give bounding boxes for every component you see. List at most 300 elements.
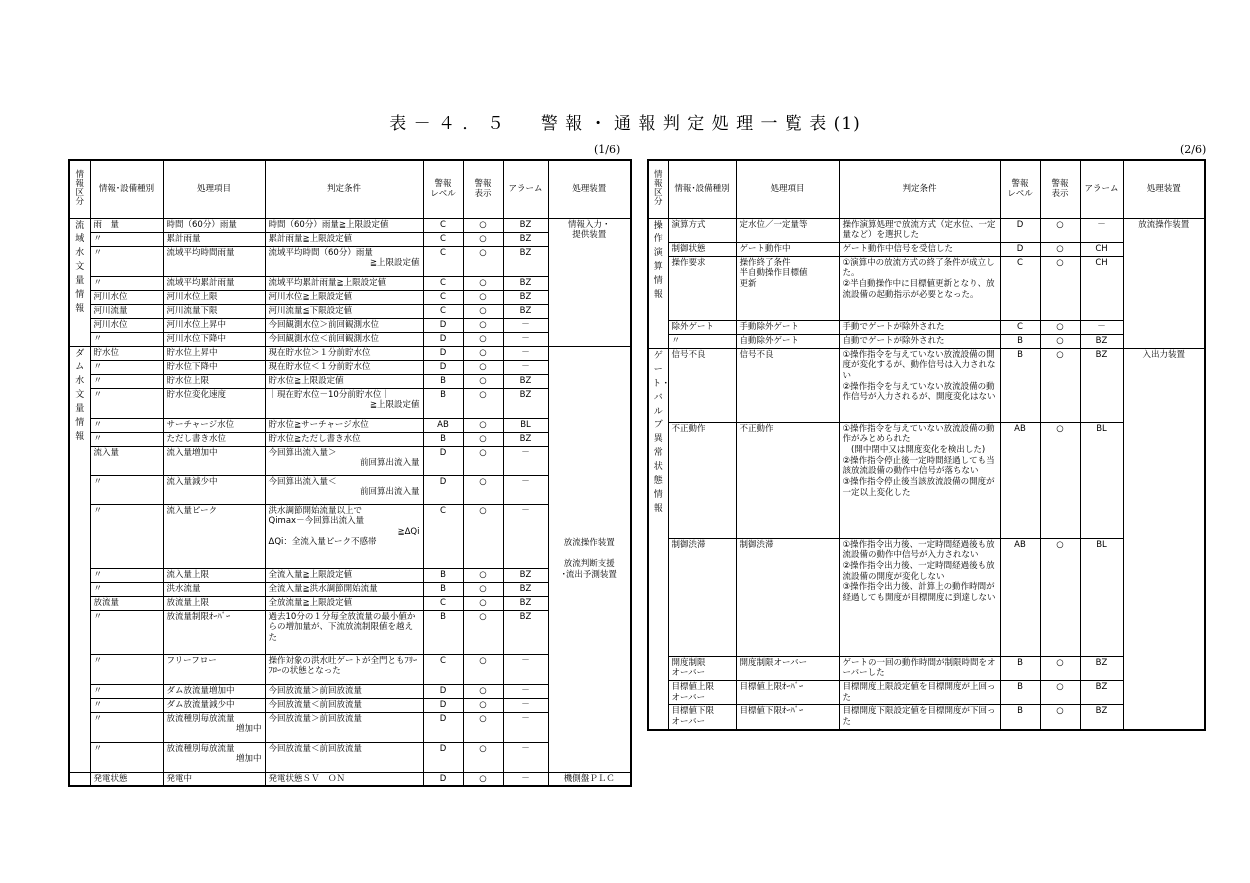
item-text: 信号不良 bbox=[739, 349, 774, 360]
type-cell: 〃 bbox=[668, 334, 736, 348]
condition-text: ゲートの一回の動作時間が制限時間をオーバーした bbox=[842, 657, 996, 679]
level-cell: B bbox=[1000, 656, 1040, 680]
type-cell: 〃 bbox=[90, 684, 163, 698]
disp-cell: ○ bbox=[463, 610, 503, 654]
disp-cell: ○ bbox=[463, 582, 503, 596]
device-cell: 放流操作装置 放流判断支援 ･流出予測装置 bbox=[548, 346, 631, 772]
level-cell: D bbox=[423, 772, 463, 786]
condition-text: 貯水位≧サーチャージ水位 bbox=[268, 419, 369, 430]
alarm-cell: BZ bbox=[503, 218, 548, 232]
item-cell bbox=[736, 656, 839, 680]
item-cell bbox=[163, 446, 265, 475]
type-cell: 制御状態 bbox=[668, 242, 736, 256]
condition-text: 全放流量≧上限設定値 bbox=[268, 597, 353, 608]
alarm-cell: BZ bbox=[503, 304, 548, 318]
type-cell: 操作要求 bbox=[668, 256, 736, 320]
type-cell: 〃 bbox=[90, 504, 163, 568]
category-label: 流域水文量情報 bbox=[75, 220, 85, 315]
item-text: 手動除外ゲート bbox=[739, 321, 800, 332]
header-type: 情報･設備種別 bbox=[668, 160, 736, 218]
condition-text: ①操作指令を与えていない放流設備の動作がみとめられた (開中閉中又は開度変化を検出した) ②操作指令停止後一定時間経過しても当該放流設備の動作中信号が落ちない ③操作指令停止後当該放流設備の開度が一定以上変化した bbox=[842, 423, 995, 498]
alarm-cell: BZ bbox=[1080, 348, 1123, 422]
item-text: 累計雨量 bbox=[166, 233, 201, 244]
item-cell bbox=[163, 318, 265, 332]
header-item: 処理項目 bbox=[163, 160, 265, 218]
level-cell: B bbox=[423, 610, 463, 654]
condition-cell bbox=[265, 684, 423, 698]
item-cell bbox=[736, 242, 839, 256]
item-cell bbox=[163, 475, 265, 504]
condition-text: 過去10分の１分毎全放流量の最小値からの増加量が、下流放流制限値を越えた bbox=[268, 611, 416, 643]
condition-text: 今回放流量＜前回放流量 bbox=[268, 699, 363, 710]
alarm-cell: － bbox=[503, 698, 548, 712]
table-row bbox=[69, 346, 631, 360]
level-cell: C bbox=[1000, 256, 1040, 320]
type-cell: 〃 bbox=[90, 475, 163, 504]
device-cell: 放流操作装置 bbox=[1123, 218, 1205, 348]
disp-cell: ○ bbox=[463, 432, 503, 446]
disp-cell: ○ bbox=[463, 684, 503, 698]
condition-text: 今回算出流入量＜ bbox=[268, 476, 337, 487]
item-text: 時間（60分）雨量 bbox=[166, 219, 237, 230]
type-cell: 放流量 bbox=[90, 596, 163, 610]
table-row bbox=[69, 742, 631, 772]
table-row bbox=[69, 418, 631, 432]
item-text: 河川水位下降中 bbox=[166, 333, 227, 344]
type-cell: 開度制限 オーバー bbox=[668, 656, 736, 680]
condition-text: 累計雨量≧上限設定値 bbox=[268, 233, 353, 244]
disp-cell: ○ bbox=[463, 418, 503, 432]
type-cell: 〃 bbox=[90, 582, 163, 596]
alarm-cell: BZ bbox=[503, 432, 548, 446]
header-category: 情報区分 bbox=[648, 160, 668, 218]
disp-cell: ○ bbox=[463, 346, 503, 360]
item-cell bbox=[736, 218, 839, 242]
item-text: 発電中 bbox=[166, 773, 193, 784]
item-cell bbox=[736, 256, 839, 320]
level-cell: D bbox=[1000, 218, 1040, 242]
alarm-cell: BL bbox=[1080, 538, 1123, 656]
category-cell bbox=[648, 218, 668, 348]
alarm-cell: BZ bbox=[503, 388, 548, 418]
condition-cell bbox=[839, 538, 1000, 656]
category-cell bbox=[648, 348, 671, 729]
table-row bbox=[69, 654, 631, 684]
condition-text: 自動でゲートが除外された bbox=[842, 335, 945, 346]
category-cell bbox=[69, 346, 90, 772]
type-cell: 〃 bbox=[90, 418, 163, 432]
table-row bbox=[69, 582, 631, 596]
header-type: 情報･設備種別 bbox=[90, 160, 163, 218]
level-cell: C bbox=[423, 246, 463, 276]
condition-text: 今回放流量＞前回放流量 bbox=[268, 713, 363, 724]
table-row bbox=[648, 538, 1205, 656]
item-text: 放流量上限 bbox=[166, 597, 210, 608]
level-cell: B bbox=[1000, 705, 1040, 730]
level-cell: B bbox=[1000, 334, 1040, 348]
disp-cell: ○ bbox=[463, 742, 503, 772]
table-row bbox=[69, 712, 631, 742]
condition-text: 今回放流量＞前回放流量 bbox=[268, 685, 363, 696]
alarm-cell: － bbox=[503, 654, 548, 684]
condition-text: 流域平均時間（60分）雨量 bbox=[268, 247, 373, 258]
type-cell: 河川水位 bbox=[90, 290, 163, 304]
level-cell: AB bbox=[1000, 422, 1040, 538]
right-page-number: (2/6) bbox=[1180, 143, 1207, 156]
item-text: 洪水流量 bbox=[166, 583, 201, 594]
item-cell bbox=[163, 418, 265, 432]
header-item: 処理項目 bbox=[736, 160, 839, 218]
level-cell: B bbox=[423, 432, 463, 446]
level-cell: C bbox=[423, 232, 463, 246]
disp-cell: ○ bbox=[463, 504, 503, 568]
item-text: サーチャージ水位 bbox=[166, 419, 235, 430]
item-text: 河川水位上昇中 bbox=[166, 319, 227, 330]
disp-cell: ○ bbox=[463, 276, 503, 290]
condition-text: 全流入量≧上限設定値 bbox=[268, 569, 353, 580]
condition-text: 今回観測水位＞前回観測水位 bbox=[268, 319, 380, 330]
table-row bbox=[69, 246, 631, 276]
item-text: フリーフロー bbox=[166, 655, 217, 666]
type-cell: 貯水位 bbox=[90, 346, 163, 360]
item-text: 開度制限オーバー bbox=[739, 657, 808, 668]
alarm-cell: BZ bbox=[503, 232, 548, 246]
disp-cell: ○ bbox=[463, 568, 503, 582]
table-row bbox=[69, 304, 631, 318]
disp-cell: ○ bbox=[463, 698, 503, 712]
right-table bbox=[647, 159, 1206, 731]
condition-text: 操作対象の洪水吐ゲートが全門ともﾌﾘｰﾌﾛｰの状態となった bbox=[268, 655, 418, 677]
disp-cell: ○ bbox=[463, 318, 503, 332]
disp-cell: ○ bbox=[463, 360, 503, 374]
table-row bbox=[69, 218, 631, 232]
type-cell: 河川水位 bbox=[90, 318, 163, 332]
item-cell bbox=[736, 334, 839, 348]
alarm-cell: － bbox=[503, 332, 548, 346]
disp-cell: ○ bbox=[463, 232, 503, 246]
left-table bbox=[68, 159, 632, 787]
right-table-wrap bbox=[647, 159, 1206, 731]
item-text: 流域平均累計雨量 bbox=[166, 277, 235, 288]
condition-cell bbox=[265, 232, 423, 246]
condition-cell bbox=[265, 332, 423, 346]
item-text: 放流種別毎放流量 bbox=[166, 713, 235, 724]
condition-text: 今回算出流入量＞ bbox=[268, 447, 337, 458]
type-cell: 〃 bbox=[90, 654, 163, 684]
category-label: 操作演算情報 bbox=[653, 220, 663, 301]
table-row bbox=[69, 276, 631, 290]
disp-cell: ○ bbox=[463, 388, 503, 418]
disp-cell: ○ bbox=[1040, 334, 1080, 348]
alarm-cell: BZ bbox=[1080, 334, 1123, 348]
alarm-cell: － bbox=[503, 360, 548, 374]
disp-cell: ○ bbox=[463, 475, 503, 504]
item-cell bbox=[736, 705, 839, 730]
condition-cell bbox=[839, 256, 1000, 320]
level-cell: C bbox=[423, 654, 463, 684]
type-cell: 〃 bbox=[90, 246, 163, 276]
item-cell bbox=[163, 712, 265, 742]
item-cell bbox=[163, 596, 265, 610]
condition-cell bbox=[265, 388, 423, 418]
table-row bbox=[648, 705, 1205, 730]
table-row bbox=[69, 360, 631, 374]
disp-cell: ○ bbox=[1040, 348, 1080, 422]
table-row bbox=[69, 290, 631, 304]
item-cell bbox=[163, 276, 265, 290]
level-cell: D bbox=[423, 698, 463, 712]
level-cell: D bbox=[423, 712, 463, 742]
item-cell bbox=[163, 654, 265, 684]
disp-cell: ○ bbox=[1040, 256, 1080, 320]
alarm-cell: CH bbox=[1080, 256, 1123, 320]
condition-text: ゲート動作中信号を受信した bbox=[842, 243, 954, 254]
condition-text: ①演算中の放流方式の終了条件が成立した。 ②半自動操作中に目標値更新となり、放流設備の起動指示が必要となった。 bbox=[842, 257, 995, 300]
condition-cell bbox=[265, 582, 423, 596]
disp-cell: ○ bbox=[1040, 242, 1080, 256]
condition-cell bbox=[265, 246, 423, 276]
item-text: 定水位／一定量等 bbox=[739, 219, 808, 230]
alarm-cell: － bbox=[503, 742, 548, 772]
alarm-cell: － bbox=[503, 684, 548, 698]
header-level: 警報 レベル bbox=[1000, 160, 1040, 218]
item-text: ゲート動作中 bbox=[739, 243, 791, 254]
item-cell bbox=[736, 681, 839, 705]
header-device: 処理装置 bbox=[548, 160, 631, 218]
condition-text: ｜現在貯水位－10分前貯水位｜ bbox=[268, 389, 390, 400]
item-cell bbox=[163, 742, 265, 772]
page-title: 表 － ４ ． ５ 警 報 ・ 通 報 判 定 処 理 一 覧 表 (1) bbox=[389, 114, 861, 134]
type-cell: 〃 bbox=[90, 712, 163, 742]
disp-cell: ○ bbox=[463, 772, 503, 786]
table-row bbox=[69, 504, 631, 568]
condition-text-cont: ≧上限設定値 bbox=[369, 400, 420, 411]
left-page-number: (1/6) bbox=[594, 143, 621, 156]
alarm-cell: － bbox=[1080, 320, 1123, 334]
type-cell: 河川流量 bbox=[90, 304, 163, 318]
table-row bbox=[648, 422, 1205, 538]
table-row bbox=[69, 596, 631, 610]
item-cell bbox=[736, 348, 839, 422]
header-condition: 判定条件 bbox=[265, 160, 423, 218]
alarm-cell: BZ bbox=[1080, 656, 1123, 680]
item-cell bbox=[163, 332, 265, 346]
disp-cell: ○ bbox=[1040, 538, 1080, 656]
condition-cell bbox=[265, 610, 423, 654]
item-text: 放流種別毎放流量 bbox=[166, 743, 235, 754]
category-cell bbox=[69, 218, 90, 346]
type-cell: 〃 bbox=[90, 232, 163, 246]
type-cell: 〃 bbox=[90, 360, 163, 374]
condition-cell bbox=[839, 242, 1000, 256]
table-row bbox=[69, 318, 631, 332]
item-text: ただし書き水位 bbox=[166, 433, 227, 444]
table-row bbox=[648, 681, 1205, 705]
level-cell: B bbox=[1000, 681, 1040, 705]
item-text: ダム放流量増加中 bbox=[166, 685, 235, 696]
level-cell: D bbox=[423, 360, 463, 374]
disp-cell: ○ bbox=[463, 374, 503, 388]
level-cell: B bbox=[423, 582, 463, 596]
type-cell: 〃 bbox=[90, 610, 163, 654]
condition-text: 時間（60分）雨量≧上限設定値 bbox=[268, 219, 389, 230]
table-row bbox=[648, 242, 1205, 256]
item-text: 流入量減少中 bbox=[166, 476, 218, 487]
condition-cell bbox=[265, 290, 423, 304]
condition-text-cont: ≧ΔQi bbox=[397, 526, 420, 537]
type-cell: 〃 bbox=[90, 332, 163, 346]
level-cell: D bbox=[423, 346, 463, 360]
item-cell bbox=[736, 320, 839, 334]
level-cell: AB bbox=[1000, 538, 1040, 656]
condition-text-cont: 前回算出流入量 bbox=[359, 487, 420, 498]
alarm-cell: － bbox=[503, 318, 548, 332]
condition-text: 洪水調節開始流量以上で Qimax－今回算出流入量 bbox=[268, 505, 365, 527]
item-cell bbox=[163, 388, 265, 418]
level-cell: AB bbox=[423, 418, 463, 432]
item-text: 目標値上限ｵｰﾊﾞｰ bbox=[739, 682, 804, 692]
alarm-cell: － bbox=[503, 446, 548, 475]
condition-text: 操作演算処理で放流方式（定水位、一定量など）を選択した bbox=[842, 219, 996, 241]
condition-text-cont: ≧上限設定値 bbox=[369, 258, 420, 269]
item-text: 不正動作 bbox=[739, 423, 774, 434]
item-cell bbox=[163, 360, 265, 374]
condition-text: ①操作指令出力後、一定時間経過後も放流設備の動作中信号が入力されない ②操作指令出力後、一定時間経過後も放流設備の開度が変化しない ③操作指令出力後、計算上の動作時間が経過しても開度が目標開度に到達しない bbox=[842, 539, 996, 603]
condition-cell bbox=[839, 681, 1000, 705]
item-cell bbox=[163, 610, 265, 654]
type-cell: 目標値下限 オーバー bbox=[668, 705, 736, 730]
condition-cell bbox=[265, 374, 423, 388]
condition-text: 今回放流量＜前回放流量 bbox=[268, 743, 363, 754]
table-row bbox=[648, 334, 1205, 348]
alarm-cell: BZ bbox=[1080, 705, 1123, 730]
condition-cell bbox=[839, 320, 1000, 334]
header-level: 警報 レベル bbox=[423, 160, 463, 218]
condition-text: 目標開度上限設定値を目標開度が上回った bbox=[842, 682, 996, 703]
alarm-cell: BZ bbox=[1080, 681, 1123, 705]
condition-cell bbox=[839, 218, 1000, 242]
alarm-cell: BZ bbox=[503, 610, 548, 654]
condition-text: 流域平均累計雨量≧上限設定値 bbox=[268, 277, 387, 288]
item-text: 貯水位変化速度 bbox=[166, 389, 227, 400]
type-cell: 〃 bbox=[90, 568, 163, 582]
item-text: 流域平均時間雨量 bbox=[166, 247, 235, 258]
alarm-cell: BZ bbox=[503, 276, 548, 290]
item-text: 河川流量下限 bbox=[166, 305, 218, 316]
table-row bbox=[69, 332, 631, 346]
type-cell: 信号不良 bbox=[668, 348, 736, 422]
type-cell: 〃 bbox=[90, 432, 163, 446]
item-cell bbox=[163, 290, 265, 304]
type-cell: 演算方式 bbox=[668, 218, 736, 242]
item-cell bbox=[163, 232, 265, 246]
condition-cell bbox=[839, 656, 1000, 680]
disp-cell: ○ bbox=[463, 654, 503, 684]
alarm-cell: － bbox=[503, 346, 548, 360]
disp-cell: ○ bbox=[463, 304, 503, 318]
item-text: 自動除外ゲート bbox=[739, 335, 800, 346]
condition-cell bbox=[265, 432, 423, 446]
type-cell: 〃 bbox=[90, 698, 163, 712]
condition-cell bbox=[265, 446, 423, 475]
disp-cell: ○ bbox=[463, 446, 503, 475]
condition-cell bbox=[265, 772, 423, 786]
table-row bbox=[69, 772, 631, 786]
item-text: 流入量上限 bbox=[166, 569, 210, 580]
condition-text: 全流入量≧洪水調節開始流量 bbox=[268, 583, 378, 594]
alarm-cell: BZ bbox=[503, 246, 548, 276]
table-row bbox=[69, 610, 631, 654]
item-cell bbox=[163, 684, 265, 698]
table-row bbox=[69, 374, 631, 388]
alarm-cell: － bbox=[503, 504, 548, 568]
disp-cell: ○ bbox=[463, 246, 503, 276]
item-text: 貯水位上昇中 bbox=[166, 347, 218, 358]
table-row bbox=[69, 684, 631, 698]
condition-text-cont: 前回算出流入量 bbox=[359, 458, 420, 469]
alarm-cell: BZ bbox=[503, 568, 548, 582]
condition-text: 今回観測水位＜前回観測水位 bbox=[268, 333, 380, 344]
level-cell: C bbox=[423, 276, 463, 290]
item-text: 目標値下限ｵｰﾊﾞｰ bbox=[739, 706, 804, 717]
condition-cell bbox=[265, 360, 423, 374]
level-cell: D bbox=[423, 742, 463, 772]
condition-cell bbox=[839, 348, 1000, 422]
type-cell: 除外ゲート bbox=[668, 320, 736, 334]
condition-cell bbox=[265, 218, 423, 232]
condition-cell bbox=[265, 475, 423, 504]
condition-text: 目標開度下限設定値を目標開度が下回った bbox=[842, 706, 996, 727]
table-row bbox=[648, 218, 1205, 242]
condition-text: 貯水位≧上限設定値 bbox=[268, 375, 344, 386]
header-alarm: アラーム bbox=[1080, 160, 1123, 218]
condition-cell bbox=[839, 422, 1000, 538]
device-cell: 入出力装置 bbox=[1123, 348, 1205, 729]
condition-cell bbox=[265, 418, 423, 432]
item-text: 貯水位上限 bbox=[166, 375, 210, 386]
item-cell bbox=[163, 568, 265, 582]
disp-cell: ○ bbox=[463, 712, 503, 742]
type-cell: 〃 bbox=[90, 742, 163, 772]
condition-text: 現在貯水位＞１分前貯水位 bbox=[268, 347, 371, 358]
device-cell: 情報入力・ 提供装置 bbox=[548, 218, 631, 346]
table-row bbox=[69, 446, 631, 475]
condition-text: 現在貯水位＜１分前貯水位 bbox=[268, 361, 371, 372]
left-table-wrap bbox=[68, 159, 632, 787]
condition-cell bbox=[265, 304, 423, 318]
level-cell: D bbox=[423, 446, 463, 475]
type-cell: 発電状態 bbox=[90, 772, 163, 786]
item-cell bbox=[163, 374, 265, 388]
condition-cell bbox=[265, 318, 423, 332]
alarm-cell: BZ bbox=[503, 374, 548, 388]
alarm-cell: CH bbox=[1080, 242, 1123, 256]
table-row bbox=[69, 698, 631, 712]
disp-cell: ○ bbox=[463, 218, 503, 232]
item-cell bbox=[736, 422, 839, 538]
disp-cell: ○ bbox=[1040, 320, 1080, 334]
item-cell bbox=[163, 218, 265, 232]
item-cell bbox=[163, 698, 265, 712]
alarm-cell: BZ bbox=[503, 596, 548, 610]
condition-cell bbox=[265, 712, 423, 742]
level-cell: C bbox=[423, 504, 463, 568]
table-row bbox=[69, 568, 631, 582]
item-cell bbox=[163, 772, 265, 786]
condition-cell bbox=[839, 334, 1000, 348]
disp-cell: ○ bbox=[1040, 681, 1080, 705]
condition-cell bbox=[265, 504, 423, 568]
